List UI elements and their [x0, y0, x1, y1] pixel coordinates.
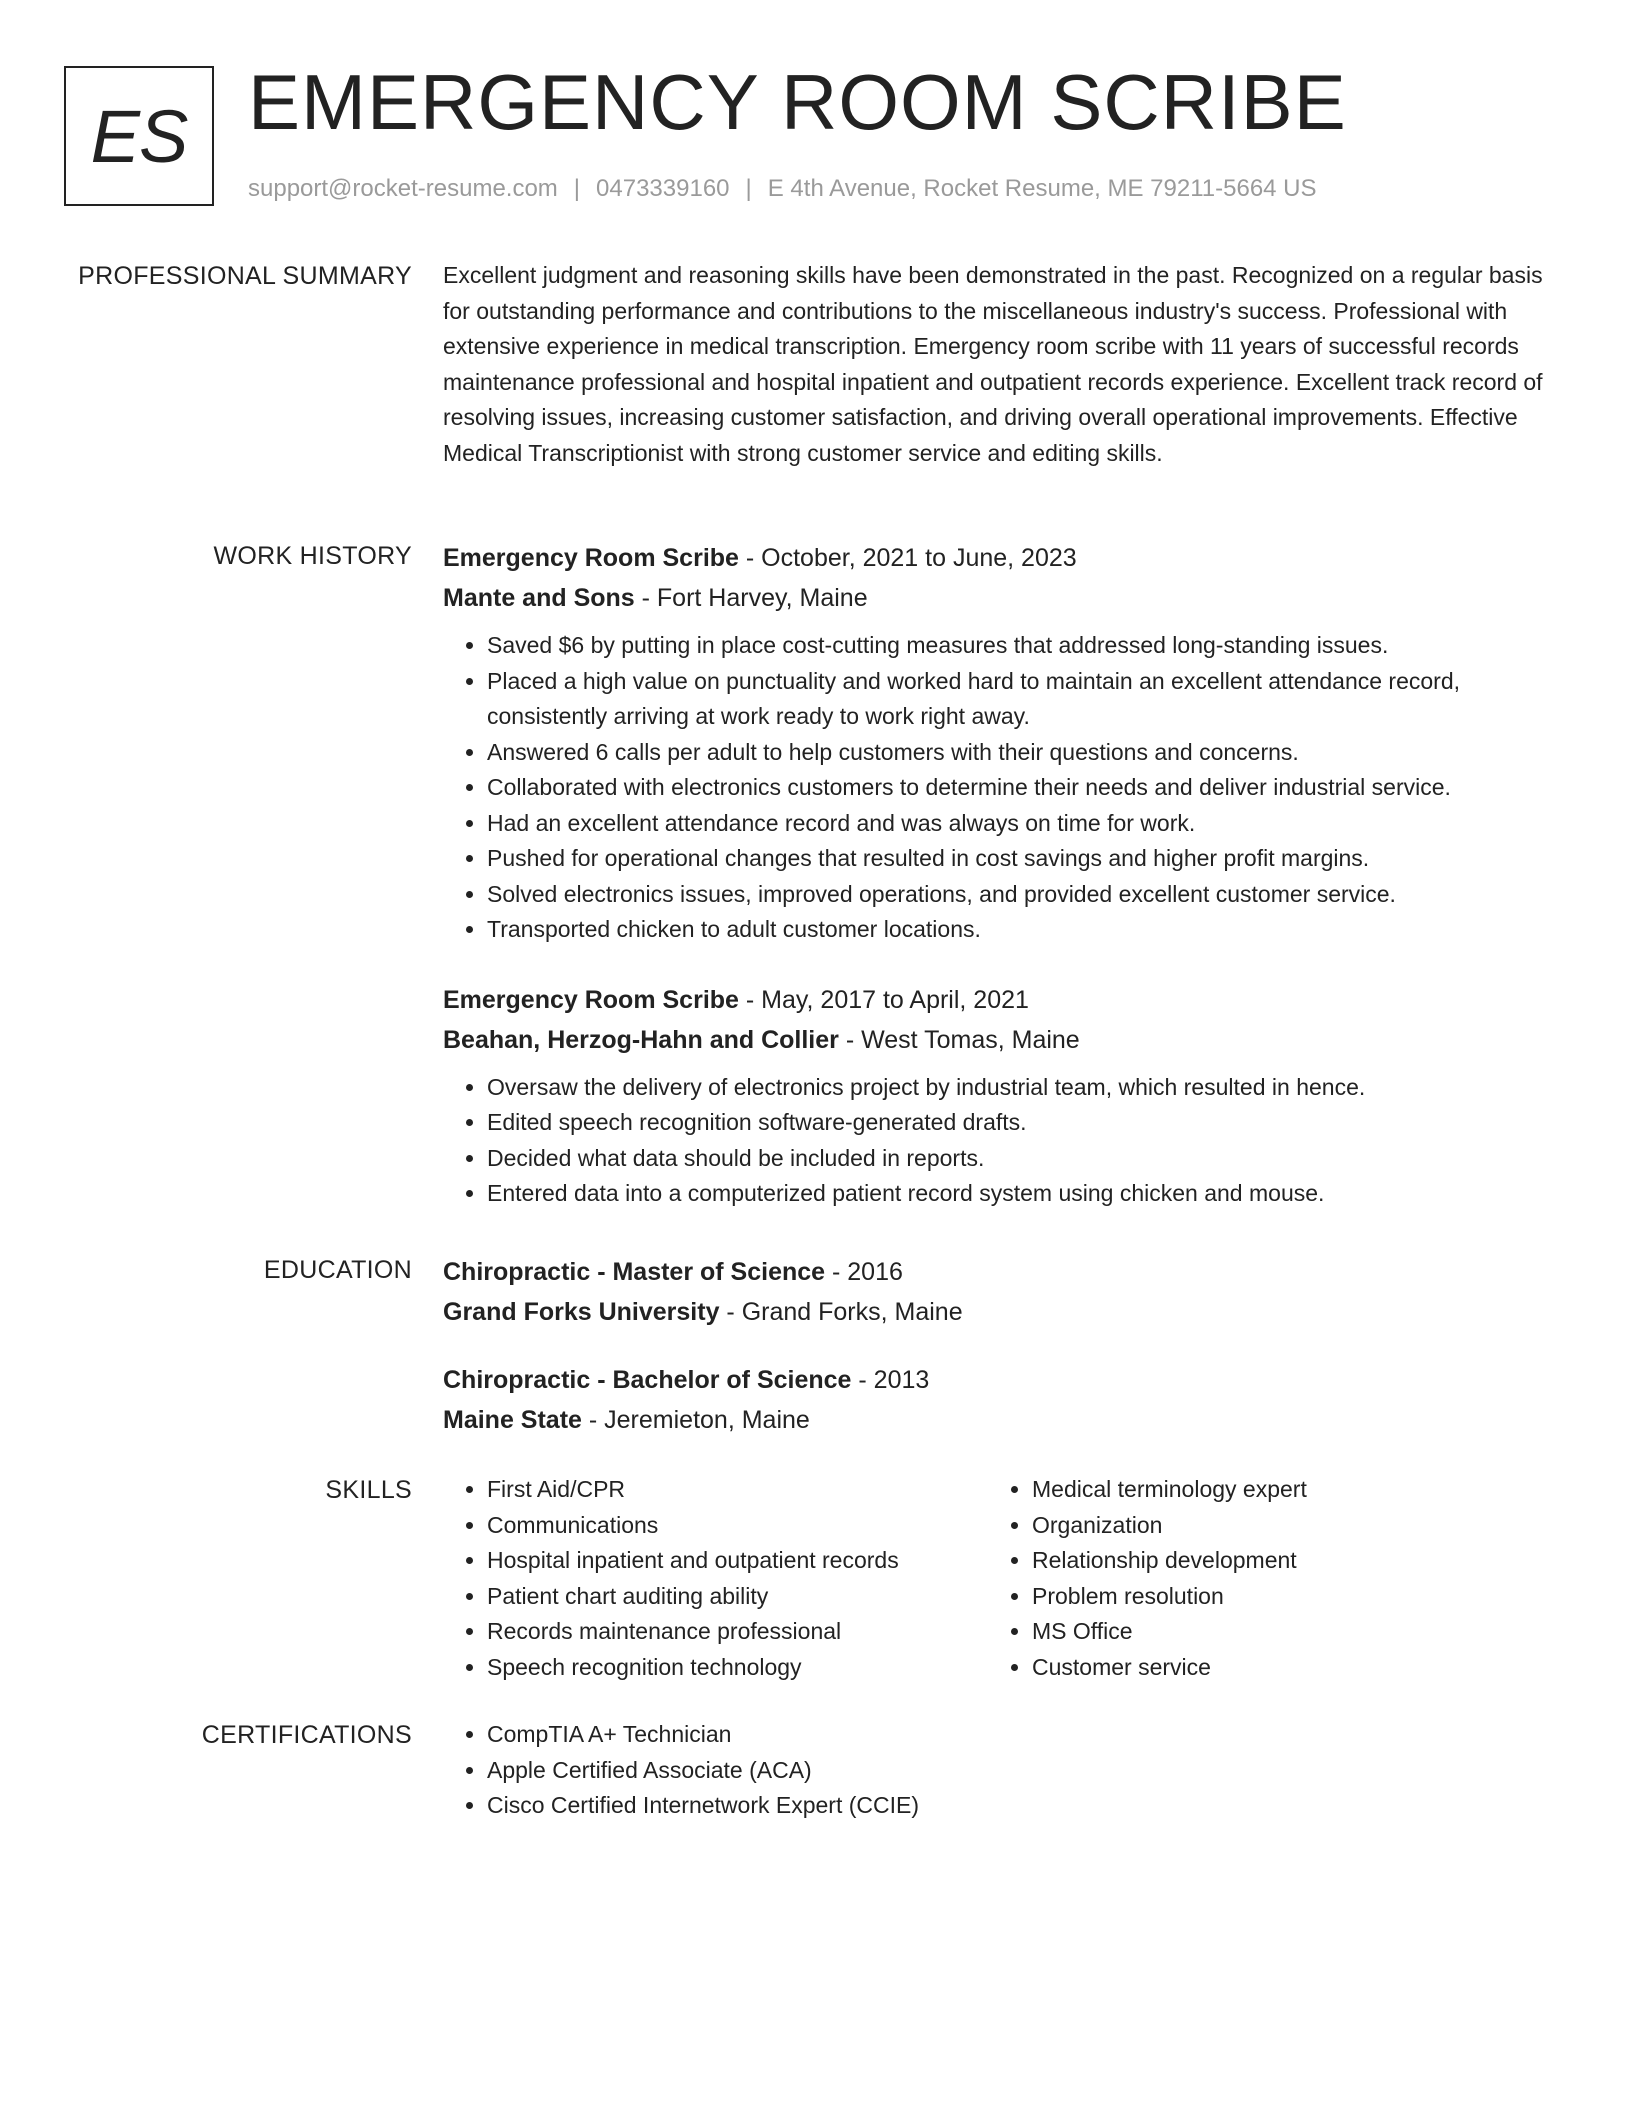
skill-item: • Patient chart auditing ability [487, 1579, 988, 1615]
job-title-line [443, 980, 1553, 1020]
skill-item: • Communications [487, 1508, 988, 1544]
skills-body [443, 1472, 1553, 1685]
job-role: Emergency Room Scribe [443, 544, 739, 572]
education-location: - Grand Forks, Maine [719, 1298, 963, 1326]
job-bullet: • Solved electronics issues, improved operations, and provided excellent customer service. [487, 877, 1553, 913]
job-bullet-list [443, 1070, 1553, 1212]
skills-column [988, 1472, 1488, 1685]
certification-item: • CompTIA A+ Technician [487, 1717, 1553, 1753]
skill-item: • Hospital inpatient and outpatient records [487, 1543, 988, 1579]
summary-body [443, 258, 1553, 471]
certification-item: • Apple Certified Associate (ACA) [487, 1753, 1553, 1789]
job-title-line [443, 538, 1553, 578]
contact-phone: 0473339160 [596, 175, 730, 202]
education-entry [443, 1360, 1553, 1440]
skills-column [443, 1472, 988, 1685]
skill-item: • Relationship development [1032, 1543, 1488, 1579]
job-bullet: • Edited speech recognition software-generated drafts. [487, 1105, 1553, 1141]
job-bullet: • Collaborated with electronics customers to determine their needs and deliver industrial service. [487, 770, 1553, 806]
job-location: - Fort Harvey, Maine [634, 584, 868, 612]
certifications-heading: CERTIFICATIONS [201, 1721, 412, 1749]
skill-item: • Medical terminology expert [1032, 1472, 1488, 1508]
education-school: Grand Forks University [443, 1298, 720, 1326]
certification-item: • Cisco Certified Internetwork Expert (CCIE) [487, 1788, 1553, 1824]
job-company: Beahan, Herzog-Hahn and Collier [443, 1025, 839, 1054]
skills-heading: SKILLS [325, 1476, 412, 1504]
education-location: - Jeremieton, Maine [581, 1406, 810, 1434]
education-entry [443, 1252, 1553, 1332]
job-bullet: • Entered data into a computerized patient record system using chicken and mouse. [487, 1176, 1553, 1212]
skills-grid [443, 1472, 1553, 1685]
job-dates: - October, 2021 to June, 2023 [738, 544, 1077, 572]
education-degree: Chiropractic - Bachelor of Science [443, 1366, 852, 1394]
certifications-list [443, 1717, 1553, 1824]
contact-address: E 4th Avenue, Rocket Resume, ME 79211-5664 US [767, 175, 1317, 202]
education-school-line [443, 1292, 1553, 1332]
job-role: Emergency Room Scribe [443, 985, 739, 1014]
education-school: Maine State [443, 1406, 582, 1434]
education-degree-line [443, 1252, 1553, 1292]
education-degree: Chiropractic - Master of Science [443, 1258, 826, 1286]
job-bullet: • Saved $6 by putting in place cost-cutting measures that addressed long-standing issues. [487, 628, 1553, 664]
skill-item: • MS Office [1032, 1614, 1488, 1650]
monogram-initials: ES [90, 94, 188, 178]
contact-separator: | [573, 175, 581, 202]
job-company-line [443, 1020, 1553, 1060]
job-entry [443, 980, 1553, 1212]
job-location: - West Tomas, Maine [838, 1025, 1080, 1054]
education-heading: EDUCATION [263, 1256, 412, 1284]
job-bullet: • Placed a high value on punctuality and worked hard to maintain an excellent attendance record, consistently arriving at work ready to work right away. [487, 664, 1553, 735]
job-company: Mante and Sons [443, 584, 635, 612]
summary-heading: PROFESSIONAL SUMMARY [78, 262, 412, 290]
contact-separator: | [745, 175, 752, 202]
work-history-body [443, 538, 1553, 1212]
skill-item: • Organization [1032, 1508, 1488, 1544]
certifications-body [443, 1717, 1553, 1824]
education-school-line [443, 1400, 1553, 1440]
skill-item: • Customer service [1032, 1650, 1488, 1686]
contact-email: support@rocket-resume.com [248, 175, 558, 202]
skill-item: • Problem resolution [1032, 1579, 1488, 1615]
job-bullet: • Answered 6 calls per adult to help customers with their questions and concerns. [487, 735, 1553, 771]
education-year: - 2013 [851, 1366, 930, 1394]
resume-name: EMERGENCY ROOM SCRIBE [248, 58, 1347, 146]
job-dates: - May, 2017 to April, 2021 [738, 985, 1029, 1014]
education-year: - 2016 [825, 1258, 903, 1286]
job-company-line [443, 578, 1553, 618]
skill-item: • Speech recognition technology [487, 1650, 988, 1686]
summary-text: Excellent judgment and reasoning skills have been demonstrated in the past. Recognized on a regular basis for outstanding performance and contributions to the miscellaneous industry's success. Professional with extensive experience in medical transcription. Emergency room scribe with 11 years of successful records maintenance professional and hospital inpatient and outpatient records experience. Excellent track record of resolving issues, increasing customer satisfaction, and driving overall operational improvements. Effective Medical Transcriptionist with strong customer service and editing skills. [443, 262, 1543, 466]
education-degree-line [443, 1360, 1553, 1400]
job-bullet: • Transported chicken to adult customer locations. [487, 912, 1553, 948]
skill-item: • First Aid/CPR [487, 1472, 988, 1508]
job-bullet: • Decided what data should be included in reports. [487, 1141, 1553, 1177]
job-bullet: • Pushed for operational changes that resulted in cost savings and higher profit margins. [487, 841, 1553, 877]
monogram-badge [64, 66, 214, 206]
job-entry [443, 538, 1553, 948]
skill-item: • Records maintenance professional [487, 1614, 988, 1650]
education-body [443, 1252, 1553, 1440]
job-bullet: • Oversaw the delivery of electronics project by industrial team, which resulted in hence. [487, 1070, 1553, 1106]
contact-line [248, 172, 1317, 206]
job-bullet: • Had an excellent attendance record and was always on time for work. [487, 806, 1553, 842]
work-history-heading: WORK HISTORY [213, 542, 412, 570]
job-bullet-list [443, 628, 1553, 948]
